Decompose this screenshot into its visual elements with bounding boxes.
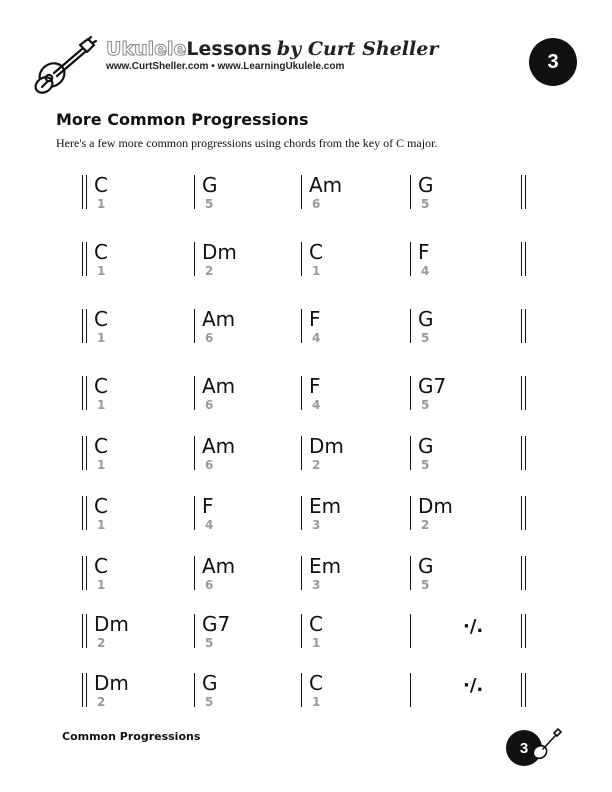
bar-line	[521, 673, 522, 707]
bar-line	[410, 436, 411, 470]
scale-degree: 1	[97, 518, 106, 532]
chord-name: G7	[418, 374, 447, 398]
scale-degree: 5	[421, 458, 430, 472]
bar-line	[521, 376, 522, 410]
bar-line	[410, 556, 411, 590]
chord-name: F	[418, 240, 430, 264]
chord-name: F	[309, 307, 321, 331]
chord-name: F	[309, 374, 321, 398]
chord-name: C	[94, 240, 108, 264]
scale-degree: 1	[97, 578, 106, 592]
scale-degree: 2	[421, 518, 430, 532]
scale-degree: 4	[312, 398, 321, 412]
bar-line	[82, 376, 83, 410]
scale-degree: 5	[205, 636, 214, 650]
bar-line	[410, 614, 411, 648]
scale-degree: 2	[97, 695, 106, 709]
scale-degree: 5	[205, 197, 214, 211]
brand-author: by Curt Sheller	[276, 38, 439, 60]
bar-line	[521, 614, 522, 648]
bar-line	[301, 614, 302, 648]
bar-line	[301, 242, 302, 276]
bar-line	[525, 673, 526, 707]
bar-line	[410, 309, 411, 343]
bar-line	[194, 309, 195, 343]
bar-line	[82, 436, 83, 470]
bar-line	[86, 175, 87, 209]
chord-name: C	[309, 612, 323, 636]
bar-line	[82, 673, 83, 707]
bar-line	[86, 309, 87, 343]
bar-line	[410, 673, 411, 707]
chord-name: G	[418, 173, 434, 197]
page-number-badge: 3	[529, 38, 577, 86]
bar-line	[410, 175, 411, 209]
section-title: More Common Progressions	[56, 110, 309, 129]
bar-line	[301, 436, 302, 470]
scale-degree: 1	[97, 264, 106, 278]
scale-degree: 1	[312, 636, 321, 650]
scale-degree: 6	[312, 197, 321, 211]
chord-name: Dm	[94, 671, 129, 695]
bar-line	[86, 496, 87, 530]
bar-line	[521, 556, 522, 590]
bar-line	[525, 309, 526, 343]
bar-line	[301, 496, 302, 530]
chord-name: Em	[309, 494, 342, 518]
bar-line	[194, 556, 195, 590]
scale-degree: 1	[97, 458, 106, 472]
bar-line	[301, 376, 302, 410]
bar-line	[194, 175, 195, 209]
scale-degree: 5	[421, 197, 430, 211]
bar-line	[194, 242, 195, 276]
chord-name: G	[418, 307, 434, 331]
bar-line	[86, 614, 87, 648]
bar-line	[82, 496, 83, 530]
bar-line	[82, 242, 83, 276]
bar-line	[521, 496, 522, 530]
chord-name: G	[418, 554, 434, 578]
chord-name: F	[202, 494, 214, 518]
scale-degree: 1	[97, 398, 106, 412]
bar-line	[525, 556, 526, 590]
bar-line	[82, 614, 83, 648]
brand-lessons: Lessons	[186, 38, 272, 60]
bar-line	[82, 175, 83, 209]
bar-line	[525, 242, 526, 276]
bar-line	[410, 376, 411, 410]
chord-name: G7	[202, 612, 231, 636]
bar-line	[410, 496, 411, 530]
scale-degree: 5	[421, 331, 430, 345]
bar-line	[521, 242, 522, 276]
scale-degree: 4	[421, 264, 430, 278]
bar-line	[525, 175, 526, 209]
scale-degree: 1	[312, 695, 321, 709]
bar-line	[301, 175, 302, 209]
bar-line	[86, 436, 87, 470]
bar-line	[521, 175, 522, 209]
bar-line	[194, 436, 195, 470]
footer-page-number: 3	[506, 730, 542, 766]
scale-degree: 4	[312, 331, 321, 345]
footer-page-badge	[506, 726, 562, 774]
repeat-measure-sign: ·/.	[463, 616, 484, 637]
scale-degree: 6	[205, 331, 214, 345]
chord-name: C	[94, 434, 108, 458]
bar-line	[82, 556, 83, 590]
chord-name: C	[309, 240, 323, 264]
scale-degree: 2	[312, 458, 321, 472]
chord-name: Am	[202, 554, 236, 578]
scale-degree: 6	[205, 458, 214, 472]
chord-name: C	[94, 307, 108, 331]
chord-name: Em	[309, 554, 342, 578]
chord-name: C	[94, 494, 108, 518]
scale-degree: 2	[97, 636, 106, 650]
bar-line	[86, 556, 87, 590]
bar-line	[521, 309, 522, 343]
bar-line	[194, 376, 195, 410]
chord-name: G	[418, 434, 434, 458]
scale-degree: 5	[205, 695, 214, 709]
bar-line	[525, 496, 526, 530]
bar-line	[86, 673, 87, 707]
scale-degree: 6	[205, 398, 214, 412]
chord-name: C	[94, 554, 108, 578]
scale-degree: 1	[97, 331, 106, 345]
scale-degree: 2	[205, 264, 214, 278]
section-intro: Here's a few more common progressions using chords from the key of C major.	[56, 136, 438, 150]
chord-name: G	[202, 173, 218, 197]
bar-line	[525, 614, 526, 648]
chord-name: G	[202, 671, 218, 695]
bar-line	[525, 376, 526, 410]
bar-line	[194, 496, 195, 530]
bar-line	[86, 376, 87, 410]
chord-name: C	[309, 671, 323, 695]
scale-degree: 1	[312, 264, 321, 278]
chord-name: Dm	[418, 494, 453, 518]
bar-line	[410, 242, 411, 276]
chord-name: Am	[202, 374, 236, 398]
scale-degree: 5	[421, 578, 430, 592]
bar-line	[82, 309, 83, 343]
bar-line	[194, 614, 195, 648]
bar-line	[301, 309, 302, 343]
chord-name: Dm	[202, 240, 237, 264]
repeat-measure-sign: ·/.	[463, 675, 484, 696]
bar-line	[86, 242, 87, 276]
chord-name: C	[94, 173, 108, 197]
scale-degree: 1	[97, 197, 106, 211]
website-urls: www.CurtSheller.com • www.LearningUkulele.com	[106, 61, 345, 72]
bar-line	[194, 673, 195, 707]
chord-name: C	[94, 374, 108, 398]
scale-degree: 3	[312, 518, 321, 532]
scale-degree: 4	[205, 518, 214, 532]
footer-label: Common Progressions	[62, 730, 201, 743]
scale-degree: 6	[205, 578, 214, 592]
bar-line	[525, 436, 526, 470]
scale-degree: 5	[421, 398, 430, 412]
bar-line	[301, 556, 302, 590]
chord-name: Am	[202, 307, 236, 331]
bar-line	[521, 436, 522, 470]
chord-name: Dm	[94, 612, 129, 636]
chord-name: Dm	[309, 434, 344, 458]
bar-line	[301, 673, 302, 707]
chord-name: Am	[309, 173, 343, 197]
ukulele-icon	[532, 726, 562, 762]
chord-name: Am	[202, 434, 236, 458]
scale-degree: 3	[312, 578, 321, 592]
brand-ukulele: Ukulele	[106, 38, 187, 60]
